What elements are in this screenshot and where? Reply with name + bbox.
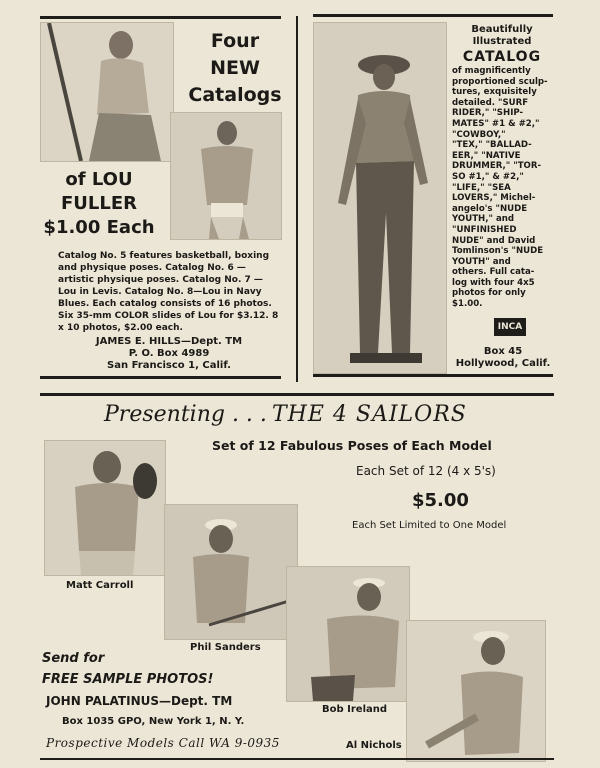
photo-cowboy-sculpture: [313, 22, 447, 374]
fuller-headline-line-2: NEW: [210, 57, 260, 79]
inca-headline-line-2: Illustrated: [472, 36, 532, 47]
rule-top-right: [313, 14, 553, 17]
sailors-title: THE 4 SAILORS: [272, 402, 467, 427]
inca-headline: [452, 24, 552, 66]
fuller-headline-line-3: Catalogs: [188, 84, 282, 106]
inca-body-line: "COWBOY,": [452, 129, 506, 140]
palatinus-name: JOHN PALATINUS—Dept. TM: [46, 694, 233, 708]
photo-lou-fuller-posing: [170, 112, 282, 240]
rule-bottom-right: [313, 374, 553, 377]
inca-body-line: YOUTH" and: [452, 256, 511, 267]
sailors-tagline: Set of 12 Fabulous Poses of Each Model: [212, 438, 492, 453]
send-for-line-1: Send for: [42, 651, 105, 666]
fuller-address-line-1: JAMES E. HILLS—Dept. TM: [95, 336, 243, 347]
photo-matt-carroll: [44, 440, 166, 576]
inca-body-line: MATES" #1 & #2,": [452, 118, 540, 129]
inca-body-line: "TEX," "BALLAD-: [452, 140, 532, 151]
sailors-price: $5.00: [412, 490, 469, 511]
rule-bottom-left: [40, 376, 281, 379]
inca-body-line: angelo's "NUDE: [452, 203, 528, 214]
fuller-body-text: Catalog No. 5 features basketball, boxing and physique poses. Catalog No. 6 —artistic physique poses. Catalog No. 7 —Lou in Levis. Catalog No. 8—Lou in Navy Blues. Each catalog consists of 16 photos. Six 35-mm COLOR slides of Lou for $3.12. 8 x 10 photos, $2.00 each.: [58, 251, 279, 333]
fuller-address: [58, 336, 280, 372]
rule-top-left: [40, 16, 281, 19]
inca-headline-line-1: Beautifully: [471, 24, 533, 35]
sailors-set-line: Each Set of 12 (4 x 5's): [356, 464, 496, 478]
inca-body-line: detailed. "SURF: [452, 97, 529, 108]
caption-al-nichols: Al Nichols: [346, 740, 402, 751]
inca-address-line-2: Hollywood, Calif.: [455, 358, 551, 369]
fuller-address-line-3: San Francisco 1, Calif.: [107, 360, 231, 371]
rule-bottom-section-bottom: [40, 758, 554, 760]
rule-bottom-section-top: [40, 393, 554, 396]
sailors-heading: [104, 402, 544, 427]
photo-lou-fuller-ladder: [40, 22, 174, 162]
inca-body-text: [452, 66, 554, 310]
caption-bob-ireland: Bob Ireland: [322, 704, 388, 715]
inca-body-line: photos for only: [452, 288, 526, 299]
inca-logo-text: INCA: [497, 322, 523, 332]
inca-body-line: $1.00.: [452, 299, 483, 310]
send-for-block: [42, 648, 272, 690]
photo-al-nichols: [406, 620, 546, 762]
fuller-subhead-line-1: of LOU: [65, 169, 133, 190]
inca-body-line: "UNFINISHED: [452, 224, 517, 235]
inca-body-line: DRUMMER," "TOR-: [452, 161, 542, 172]
rule-column-divider: [296, 16, 298, 382]
inca-address: [452, 346, 554, 370]
fuller-price: $1.00 Each: [43, 217, 155, 238]
caption-phil-sanders: Phil Sanders: [190, 642, 261, 653]
caption-matt-carroll: Matt Carroll: [66, 580, 134, 591]
send-for-line-2: FREE SAMPLE PHOTOS!: [42, 672, 214, 687]
fuller-headline-line-1: Four: [210, 30, 260, 52]
photo-phil-sanders: [164, 504, 298, 640]
inca-body-line: RIDER," "SHIP-: [452, 108, 524, 119]
inca-body-line: Tomlinson's "NUDE: [452, 246, 544, 257]
fuller-subhead-line-2: FULLER: [60, 193, 137, 214]
inca-body-line: tures, exquisitely: [452, 87, 537, 98]
inca-body-line: NUDE" and David: [452, 235, 536, 246]
inca-address-line-1: Box 45: [483, 346, 523, 357]
inca-body-line: others. Full cata-: [452, 267, 535, 278]
photo-bob-ireland: [286, 566, 410, 702]
fuller-subhead: [40, 168, 158, 240]
inca-logo: [494, 318, 526, 336]
sailors-limit: Each Set Limited to One Model: [352, 520, 507, 531]
palatinus-address: Box 1035 GPO, New York 1, N. Y.: [62, 716, 245, 727]
inca-body-line: LOVERS," Michel-: [452, 193, 536, 204]
inca-body-line: SO #1," & #2,": [452, 171, 524, 182]
prospective-models-footer: Prospective Models Call WA 9-0935: [46, 736, 280, 750]
fuller-address-line-2: P. O. Box 4989: [128, 348, 210, 359]
inca-body-line: YOUTH," and: [452, 214, 515, 225]
inca-body-line: of magnificently: [452, 66, 531, 76]
fuller-headline: [180, 28, 290, 109]
inca-headline-line-3: CATALOG: [462, 49, 542, 65]
inca-body-line: EER," "NATIVE: [452, 150, 521, 161]
inca-body-line: log with four 4x5: [452, 277, 535, 288]
inca-body-line: proportioned sculp-: [452, 76, 548, 87]
presenting-text: Presenting . . .: [104, 402, 267, 427]
inca-body-line: "LIFE," "SEA: [452, 182, 511, 193]
